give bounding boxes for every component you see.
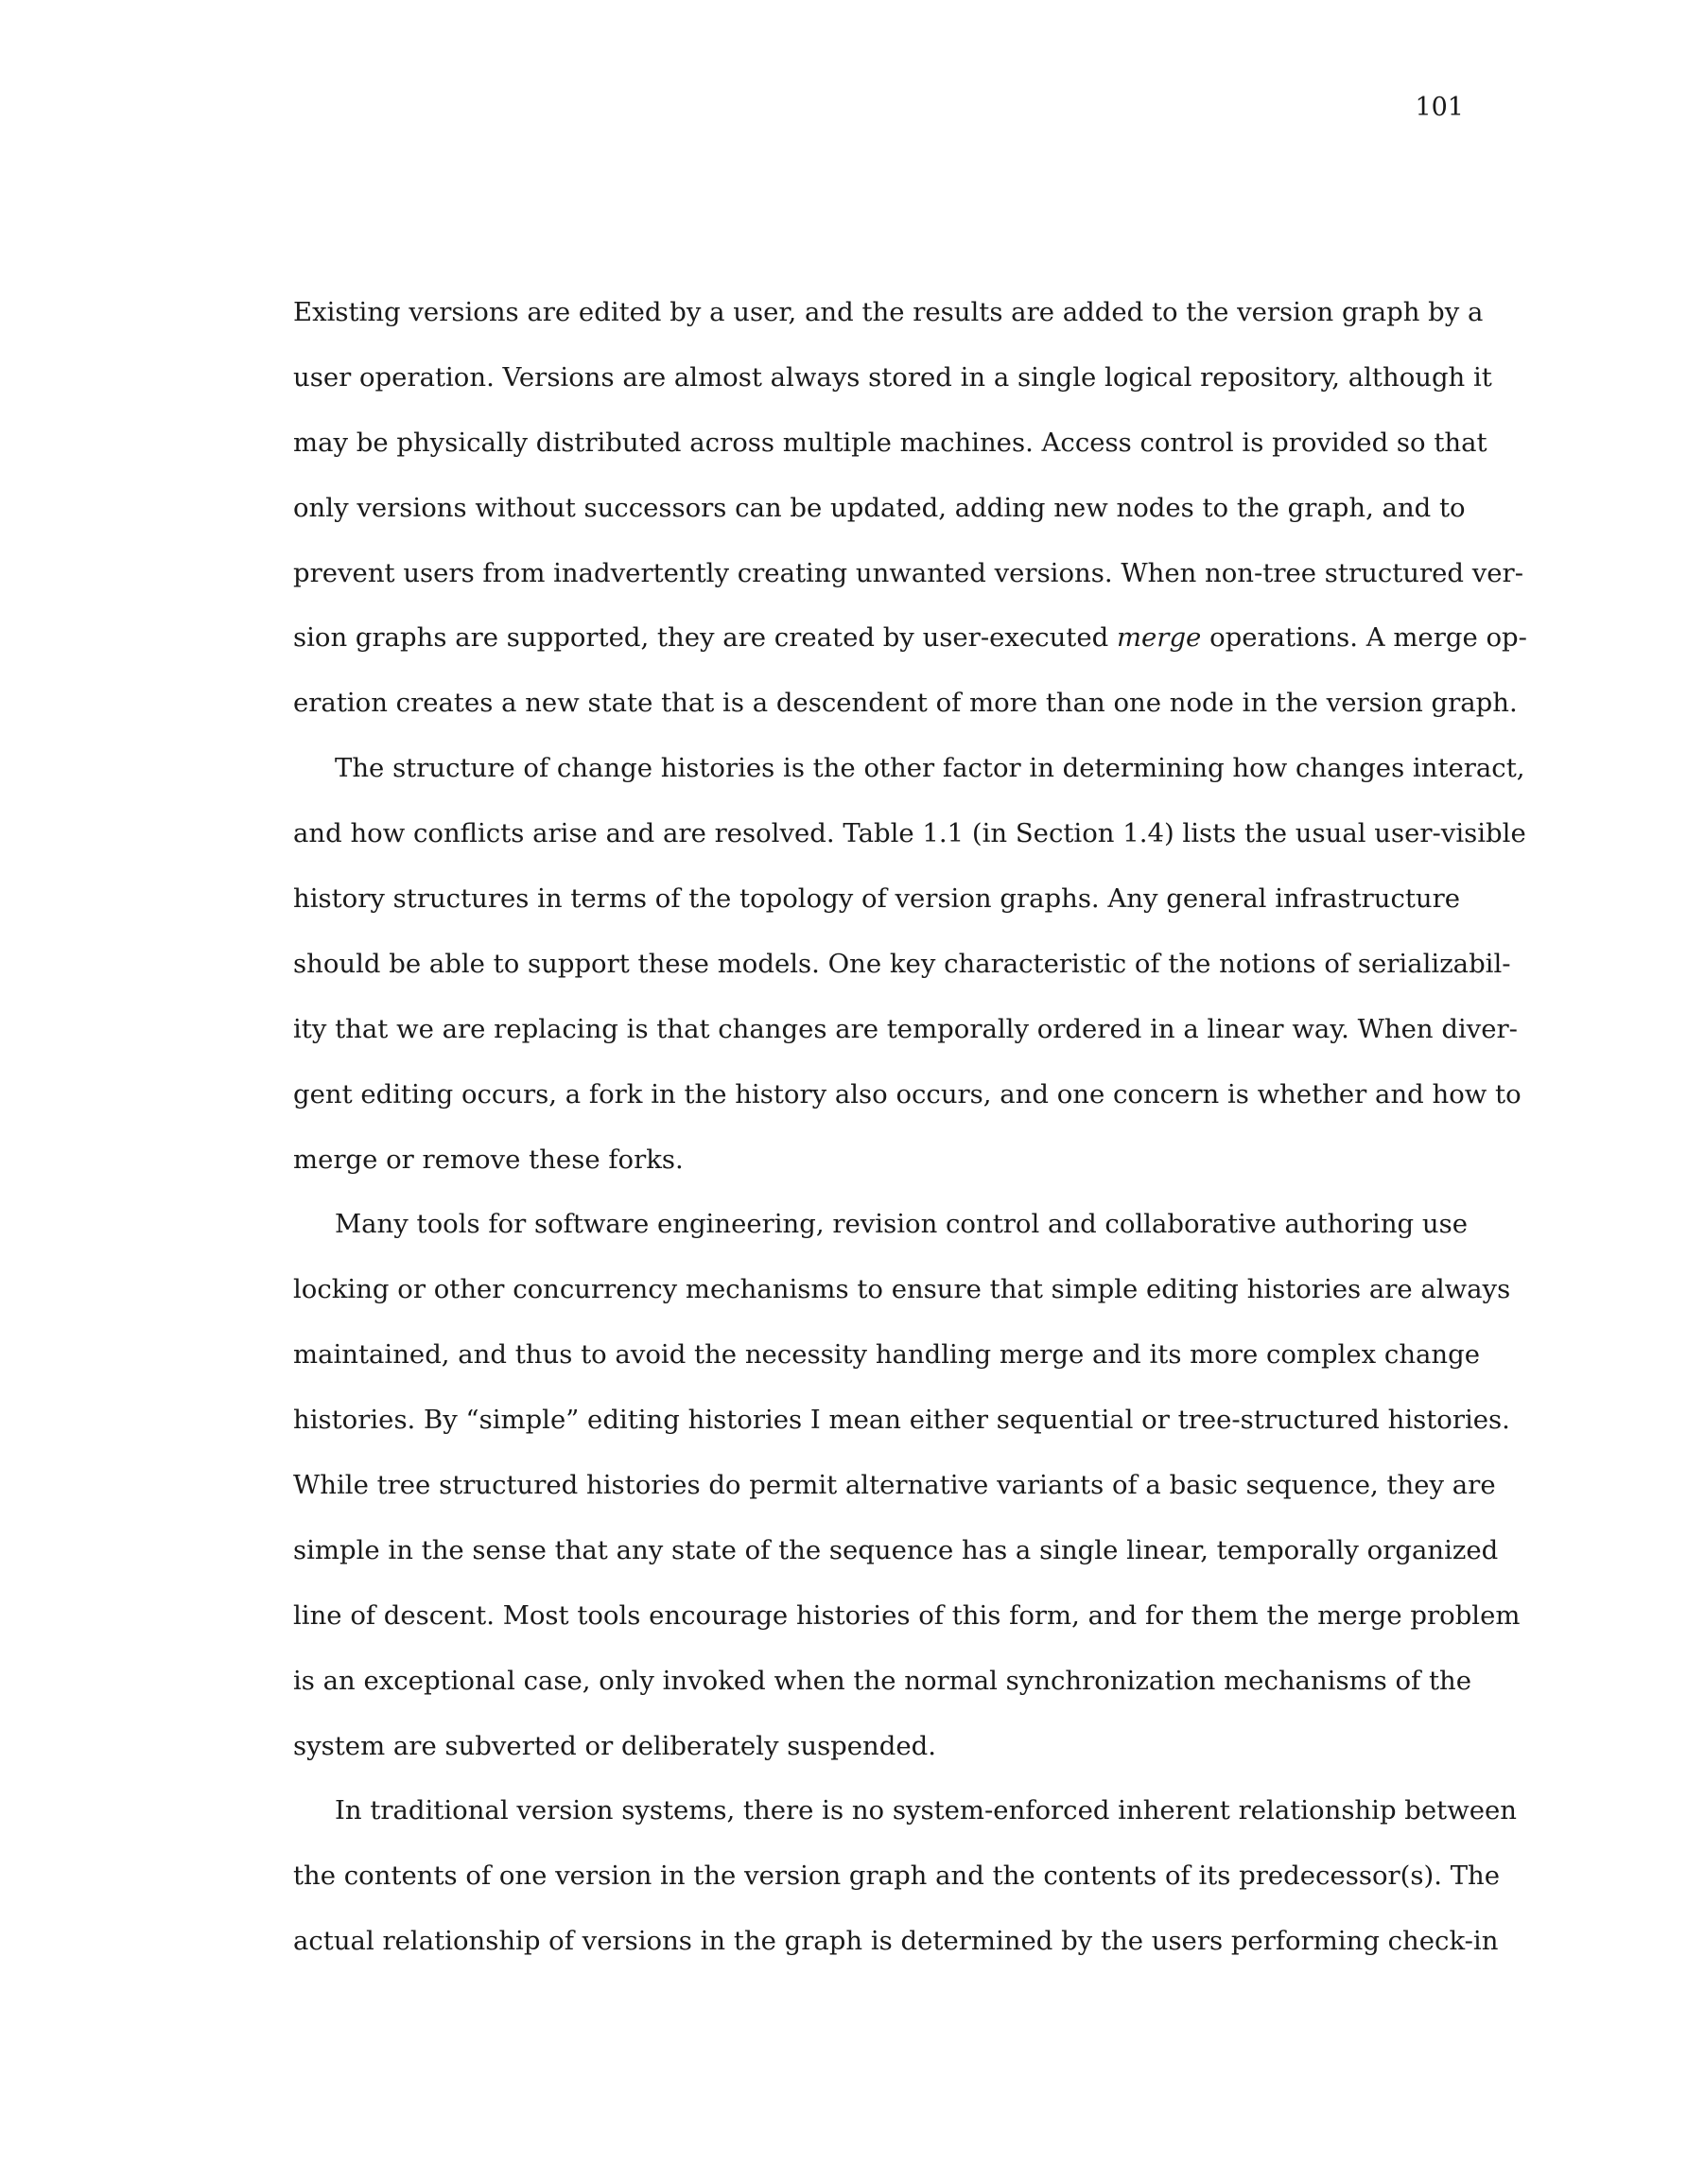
text-line: Many tools for software engineering, revision control and collaborative authoring use: [335, 1209, 1468, 1240]
text-run: sion graphs are supported, they are created by user-executed: [293, 622, 1117, 654]
text-line: and how conflicts arise and are resolved. Table 1.1 (in Section 1.4) lists the usual user-visible: [293, 818, 1526, 849]
text-line: history structures in terms of the topology of version graphs. Any general infrastructure: [293, 883, 1461, 915]
text-line: system are subverted or deliberately suspended.: [293, 1730, 936, 1761]
text-line: the contents of one version in the version graph and the contents of its predecessor(s). The: [293, 1861, 1501, 1892]
text-line: gent editing occurs, a fork in the history also occurs, and one concern is whether and how to: [293, 1078, 1522, 1109]
text-line: eration creates a new state that is a descendent of more than one node in the version graph.: [293, 688, 1518, 719]
text-line: should be able to support these models. One key characteristic of the notions of serializabil-: [293, 948, 1511, 979]
paragraph-3: [293, 1192, 1521, 1778]
text-line: ity that we are replacing is that changes are temporally ordered in a linear way. When diver-: [293, 1013, 1518, 1044]
text-line: Existing versions are edited by a user, and the results are added to the version graph by a: [293, 297, 1484, 327]
text-line: actual relationship of versions in the graph is determined by the users performing check-in: [293, 1926, 1499, 1957]
text-line: user operation. Versions are almost always stored in a single logical repository, although it: [293, 361, 1492, 393]
text-line: [293, 605, 1527, 671]
text-line: In traditional version systems, there is no system-enforced inherent relationship between: [335, 1795, 1518, 1826]
text-line: simple in the sense that any state of the sequence has a single linear, temporally organized: [293, 1534, 1499, 1565]
paragraph-4: [293, 1778, 1518, 1974]
page-number: 101: [1415, 93, 1464, 122]
text-line: histories. By “simple” editing histories I mean either sequential or tree-structured histories.: [293, 1405, 1510, 1436]
text-line: may be physically distributed across multiple machines. Access control is provided so that: [293, 427, 1487, 458]
text-line: merge or remove these forks.: [293, 1144, 684, 1175]
text-line: is an exceptional case, only invoked when the normal synchronization mechanisms of the: [293, 1665, 1472, 1696]
text-line: only versions without successors can be updated, adding new nodes to the graph, and to: [293, 492, 1466, 523]
text-line: maintained, and thus to avoid the necessity handling merge and its more complex change: [293, 1339, 1481, 1371]
text-line: While tree structured histories do permit alternative variants of a basic sequence, they are: [293, 1470, 1496, 1501]
text-line: locking or other concurrency mechanisms to ensure that simple editing histories are always: [293, 1274, 1511, 1305]
body-text: [293, 280, 1527, 1974]
paragraph-2: [293, 736, 1526, 1192]
emphasis-merge: merge: [1116, 622, 1202, 654]
text-line: The structure of change histories is the other factor in determining how changes interact,: [335, 753, 1525, 784]
paragraph-1: [293, 280, 1527, 736]
text-run: operations. A merge op-: [1201, 622, 1527, 654]
text-line: prevent users from inadvertently creating unwanted versions. When non-tree structured ver-: [293, 557, 1523, 588]
text-line: line of descent. Most tools encourage histories of this form, and for them the merge problem: [293, 1599, 1521, 1631]
